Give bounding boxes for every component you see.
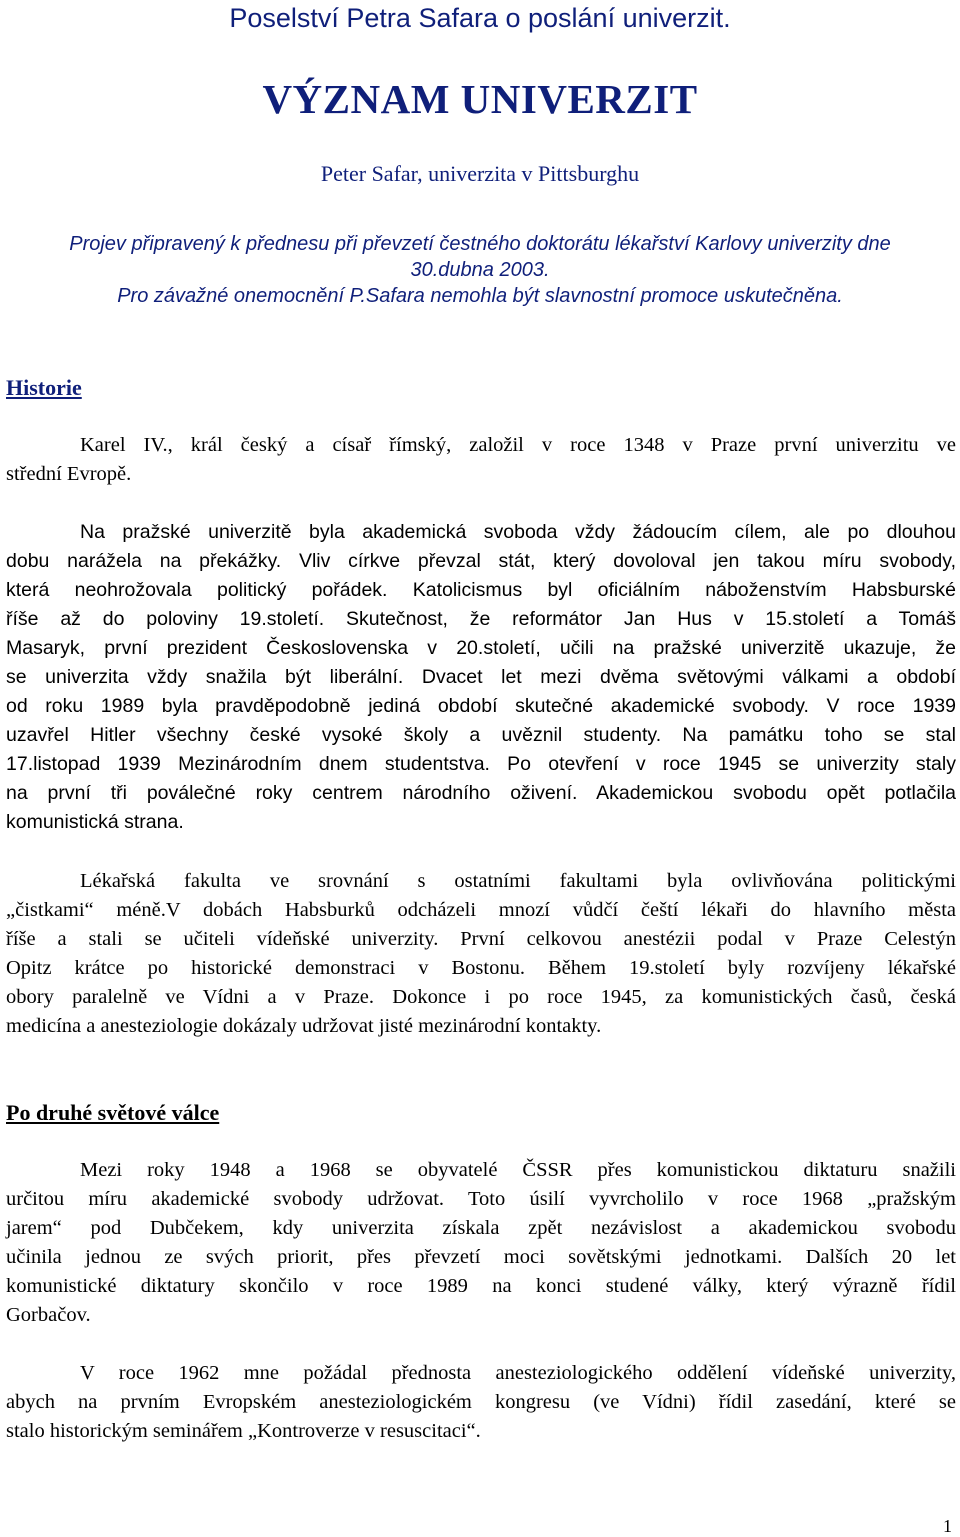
text-line: 17.listopad 1939 Mezinárodním dnem studentstva. Po otevření v roce 1945 se univerzity staly (6, 753, 956, 775)
text-line: obory paralelně ve Vídni a v Praze. Dokonce i po roce 1945, za komunistických časů, česká (6, 986, 956, 1008)
text-line: komunistická strana. (6, 811, 184, 833)
text-line: Lékařská fakulta ve srovnání s ostatními fakultami byla ovlivňována politickými (80, 870, 956, 892)
text-line: určitou míru akademické svobody udržovat. Toto úsilí vyvrcholilo v roce 1968 „pražským (6, 1188, 956, 1210)
text-line: „čistkami“ méně.V dobách Habsburků odcházeli mnozí vůdčí čeští lékaři do hlavního města (6, 899, 956, 921)
heading-po-druhe-svetove-valce: Po druhé světové válce (6, 1100, 220, 1125)
text-line: jarem“ pod Dubčekem, kdy univerzita získala zpět nezávislost a akademickou svobodu (6, 1217, 956, 1239)
text-line: od roku 1989 byla pravděpodobně jediná období skutečné akademické svobody. V roce 1939 (6, 695, 956, 717)
paragraph-postwar-1 (6, 1156, 956, 1330)
text-line: medicína a anesteziologie dokázaly udržovat jisté mezinárodní kontakty. (6, 1015, 602, 1037)
intro-note (0, 231, 960, 309)
document-top-title: Poselství Petra Safara o poslání univerzit. (229, 3, 731, 33)
text-line: učinila jednou ze svých priorit, přes převzetí moci sovětskými jednotkami. Dalších 20 let (6, 1246, 956, 1268)
text-line: dobu narážela na překážky. Vliv církve převzal stát, který dovoloval jen takou míru svobody, (6, 550, 956, 572)
intro-line: Projev připravený k přednesu při převzetí čestného doktorátu lékařství Karlovy univerzity dne (69, 233, 891, 255)
text-line: říše až do poloviny 19.století. Skutečnost, že reformátor Jan Hus v 15.století a Tomáš (6, 608, 956, 630)
paragraph-history-3 (6, 867, 956, 1041)
text-line: říše a stali se učiteli vídeňské univerzity. První celkovou anestézii podal v Praze Celestýn (6, 928, 956, 950)
text-line: střední Evropě. (6, 463, 132, 485)
text-line: uzavřel Hitler všechny české vysoké školy a uvěznil studenty. Na památku toho se stal (6, 724, 956, 746)
text-line: Opitz krátce po historické demonstraci v Bostonu. Během 19.století byly rozvíjeny lékařské (6, 957, 956, 979)
paragraph-history-1 (6, 431, 956, 489)
text-line: která neohrožovala politický pořádek. Katolicismus byl oficiálním náboženstvím Habsburské (6, 579, 956, 601)
paragraph-history-2 (6, 518, 956, 837)
intro-line: 30.dubna 2003. (410, 259, 550, 281)
page-number: 1 (943, 1516, 952, 1536)
heading-historie: Historie (6, 375, 82, 400)
author-line: Peter Safar, univerzita v Pittsburghu (320, 161, 640, 186)
text-line: Masaryk, první prezident Československa v 20.století, učili na pražské univerzitě ukazuje, že (6, 637, 956, 659)
text-line: Na pražské univerzitě byla akademická svoboda vždy žádoucím cílem, ale po dlouhou (80, 521, 956, 543)
text-line: Gorbačov. (6, 1304, 91, 1326)
intro-line: Pro závažné onemocnění P.Safara nemohla být slavnostní promoce uskutečněna. (117, 285, 843, 307)
text-line: V roce 1962 mne požádal přednosta anesteziologického oddělení vídeňské univerzity, (80, 1362, 956, 1384)
paragraph-postwar-2 (6, 1359, 956, 1446)
text-line: Mezi roky 1948 a 1968 se obyvatelé ČSSR přes komunistickou diktaturu snažili (80, 1159, 956, 1181)
main-title: VÝZNAM UNIVERZIT (262, 76, 698, 122)
text-line: Karel IV., král český a císař římský, založil v roce 1348 v Praze první univerzitu ve (80, 434, 956, 456)
text-line: na první tři poválečné roky centrem národního oživení. Akademickou svobodu opět potlačila (6, 782, 956, 804)
text-line: abych na prvním Evropském anesteziologickém kongresu (ve Vídni) řídil zasedání, které se (6, 1391, 956, 1413)
text-line: stalo historickým seminářem „Kontroverze v resuscitaci“. (6, 1420, 481, 1442)
text-line: se univerzita vždy snažila být liberální. Dvacet let mezi dvěma světovými válkami a období (6, 666, 956, 688)
text-line: komunistické diktatury skončilo v roce 1989 na konci studené války, který výrazně řídil (6, 1275, 956, 1297)
